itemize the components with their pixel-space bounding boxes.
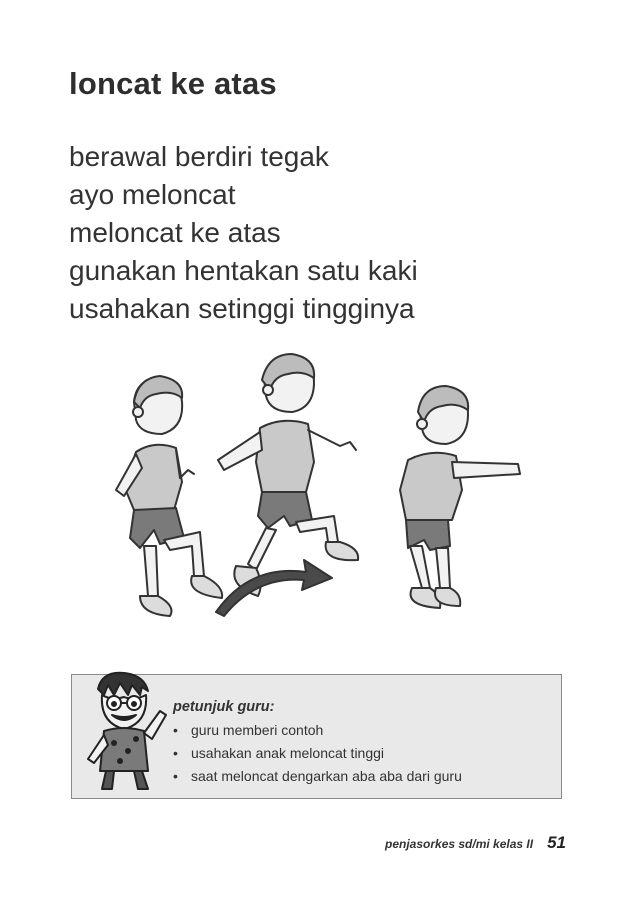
boy-stepping-figure xyxy=(218,354,358,596)
bullet: • xyxy=(173,745,178,761)
boy-crouching-figure xyxy=(400,386,520,608)
jumping-sequence-illustration xyxy=(100,350,550,640)
tips-heading: petunjuk guru: xyxy=(173,699,275,715)
page-footer xyxy=(385,833,566,853)
teacher-tips-box xyxy=(71,674,562,799)
tip-text: saat meloncat dengarkan aba aba dari guru xyxy=(191,768,462,784)
page-number: 51 xyxy=(547,833,566,852)
poem-line: gunakan hentakan satu kaki xyxy=(69,255,418,286)
teacher-character-icon xyxy=(82,667,170,795)
bullet: • xyxy=(173,768,178,784)
poem xyxy=(69,138,418,328)
page-title: loncat ke atas xyxy=(69,66,277,101)
list-item xyxy=(173,765,462,788)
tip-text: guru memberi contoh xyxy=(191,722,324,738)
boy-standing-figure xyxy=(116,376,222,616)
tip-text: usahakan anak meloncat tinggi xyxy=(191,745,385,761)
poem-line: berawal berdiri tegak xyxy=(69,141,329,172)
motion-arrow xyxy=(216,560,332,616)
list-item xyxy=(173,742,462,765)
poem-line: usahakan setinggi tingginya xyxy=(69,293,415,324)
tips-list xyxy=(173,719,462,788)
poem-line: meloncat ke atas xyxy=(69,217,281,248)
list-item xyxy=(173,719,462,742)
book-label: penjasorkes sd/mi kelas II xyxy=(385,837,534,851)
poem-line: ayo meloncat xyxy=(69,179,236,210)
bullet: • xyxy=(173,722,178,738)
